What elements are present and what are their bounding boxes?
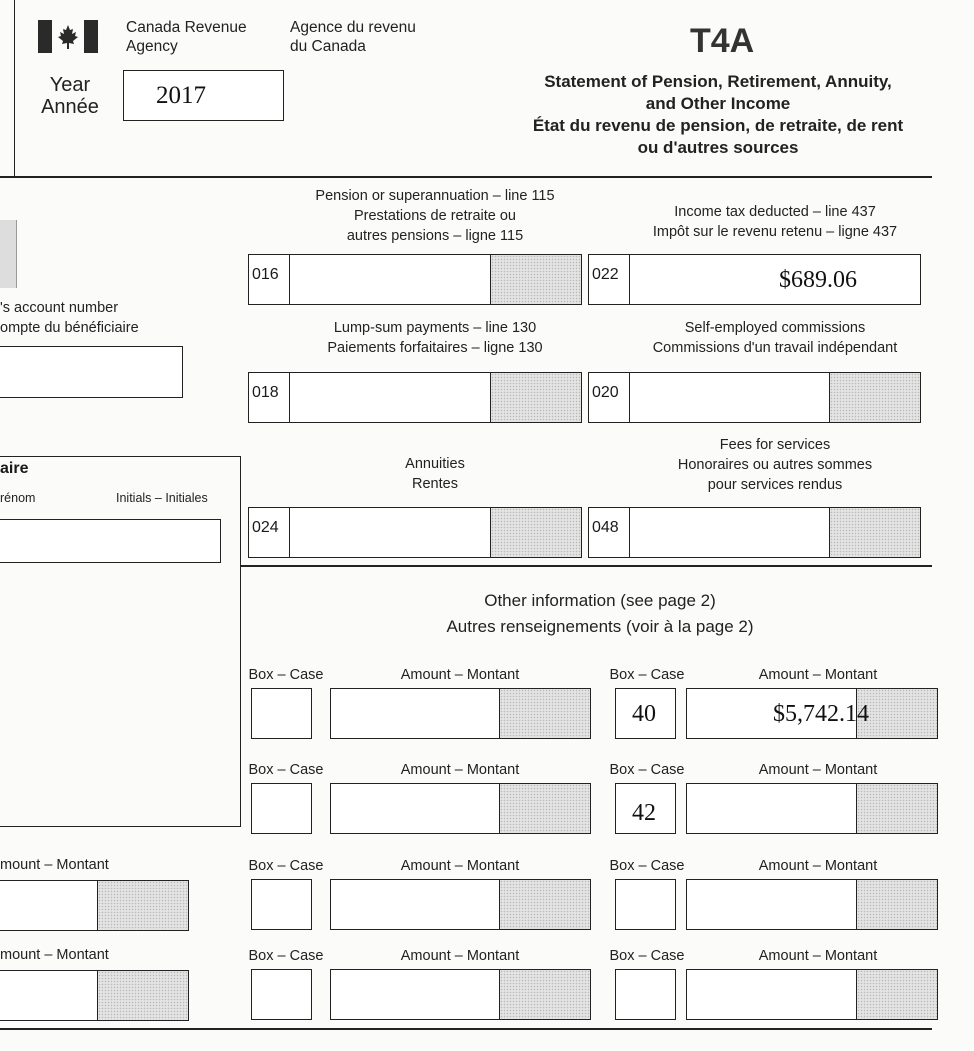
form-title-en-2: and Other Income (645, 94, 791, 113)
left-amount-label-2: mount – Montant (0, 947, 109, 963)
row2-left-amount-field[interactable] (330, 783, 591, 834)
box-022-label-1: Income tax deducted – line 437 (674, 204, 876, 220)
initials-label: Initials – Initiales (116, 491, 208, 505)
box-016-label-3: autres pensions – ligne 115 (346, 228, 524, 244)
box-018-label-2: Paiements forfaitaires – ligne 130 (327, 340, 543, 356)
box-018-code: 018 (249, 373, 290, 422)
box-022-field[interactable] (588, 254, 921, 305)
agency-name-fr-1: Agence du revenu (290, 19, 416, 36)
row1-left-box-label: Box – Case (248, 667, 324, 683)
row4-right-amount-label: Amount – Montant (758, 948, 878, 964)
box-016-label-2: Prestations de retraite ou (353, 208, 516, 224)
row4-left-amount-label: Amount – Montant (400, 948, 520, 964)
form-title-fr-1: État du revenu de pension, de retraite, de rent (532, 116, 904, 135)
row2-right-amount-field[interactable] (686, 783, 938, 834)
form-title-en-1: Statement of Pension, Retirement, Annuity, (544, 72, 892, 91)
account-number-label-en: 's account number (0, 300, 119, 316)
row1-right-box-field[interactable] (615, 688, 676, 739)
row1-left-amount-field[interactable] (330, 688, 591, 739)
row3-right-box-field[interactable] (615, 879, 676, 930)
box-022-code: 022 (589, 255, 630, 304)
year-label-fr: Année (41, 96, 99, 118)
row3-right-amount-label: Amount – Montant (758, 858, 878, 874)
form-title-fr-2: ou d'autres sources (637, 138, 799, 157)
row4-right-amount-field[interactable] (686, 969, 938, 1020)
box-020-code: 020 (589, 373, 630, 422)
name-field[interactable] (0, 519, 221, 563)
row4-left-box-field[interactable] (251, 969, 312, 1020)
row2-left-box-field[interactable] (251, 783, 312, 834)
agency-name-en-1: Canada Revenue (126, 19, 247, 36)
boxes-divider (240, 565, 932, 567)
recipient-section-border (0, 456, 241, 827)
row2-right-box-label: Box – Case (609, 762, 685, 778)
year-field[interactable] (123, 70, 284, 121)
row1-left-box-field[interactable] (251, 688, 312, 739)
box-048-label-3: pour services rendus (707, 477, 843, 493)
box-048-field[interactable] (588, 507, 921, 558)
account-number-label-fr: ompte du bénéficiaire (0, 320, 139, 336)
account-number-field[interactable] (0, 346, 183, 398)
header-divider (0, 176, 932, 178)
box-020-label-2: Commissions d'un travail indépendant (652, 340, 898, 356)
row3-left-box-label: Box – Case (248, 858, 324, 874)
row1-right-box-value: 40 (632, 701, 656, 727)
row3-left-box-field[interactable] (251, 879, 312, 930)
box-016-field[interactable] (248, 254, 582, 305)
bottom-divider (0, 1028, 932, 1030)
agency-name-fr-2: du Canada (290, 38, 366, 55)
row2-right-box-field[interactable] (615, 783, 676, 834)
first-name-label: rénom (0, 491, 36, 505)
form-code: T4A (690, 22, 755, 60)
box-016-code: 016 (249, 255, 290, 304)
row1-right-amount-label: Amount – Montant (758, 667, 878, 683)
row3-right-box-label: Box – Case (609, 858, 685, 874)
row3-left-amount-label: Amount – Montant (400, 858, 520, 874)
box-024-code: 024 (249, 508, 290, 557)
other-info-title-en: Other information (see page 2) (484, 591, 716, 610)
box-024-label-2: Rentes (412, 476, 458, 492)
box-020-label-1: Self-employed commissions (684, 320, 866, 336)
box-048-label-2: Honoraires ou autres sommes (677, 457, 873, 473)
box-018-label-1: Lump-sum payments – line 130 (333, 320, 537, 336)
left-margin-shade (0, 220, 17, 288)
canada-flag-icon (38, 20, 98, 53)
box-024-label-1: Annuities (405, 456, 465, 472)
row1-right-amount-field[interactable] (686, 688, 938, 739)
box-048-label-1: Fees for services (719, 437, 831, 453)
row1-left-amount-label: Amount – Montant (400, 667, 520, 683)
left-amount-field-2[interactable] (0, 970, 189, 1021)
other-info-title-fr: Autres renseignements (voir à la page 2) (446, 617, 754, 636)
year-label-en: Year (49, 74, 91, 96)
box-018-field[interactable] (248, 372, 582, 423)
row2-left-box-label: Box – Case (248, 762, 324, 778)
year-value: 2017 (156, 82, 206, 109)
row4-right-box-label: Box – Case (609, 948, 685, 964)
box-048-code: 048 (589, 508, 630, 557)
row1-right-amount-value: $5,742.14 (773, 701, 869, 727)
left-margin-box (0, 0, 15, 178)
row4-right-box-field[interactable] (615, 969, 676, 1020)
left-amount-label-1: mount – Montant (0, 857, 109, 873)
row4-left-amount-field[interactable] (330, 969, 591, 1020)
recipient-heading: aire (0, 460, 29, 477)
row4-left-box-label: Box – Case (248, 948, 324, 964)
agency-name-en-2: Agency (126, 38, 178, 55)
row3-left-amount-field[interactable] (330, 879, 591, 930)
box-022-value: $689.06 (779, 267, 857, 293)
left-amount-field-1[interactable] (0, 880, 189, 931)
row2-right-box-value: 42 (632, 800, 656, 826)
row3-right-amount-field[interactable] (686, 879, 938, 930)
box-020-field[interactable] (588, 372, 921, 423)
box-016-label-1: Pension or superannuation – line 115 (315, 188, 555, 204)
box-024-field[interactable] (248, 507, 582, 558)
row2-right-amount-label: Amount – Montant (758, 762, 878, 778)
row1-right-box-label: Box – Case (609, 667, 685, 683)
row2-left-amount-label: Amount – Montant (400, 762, 520, 778)
box-022-label-2: Impôt sur le revenu retenu – ligne 437 (652, 224, 898, 240)
